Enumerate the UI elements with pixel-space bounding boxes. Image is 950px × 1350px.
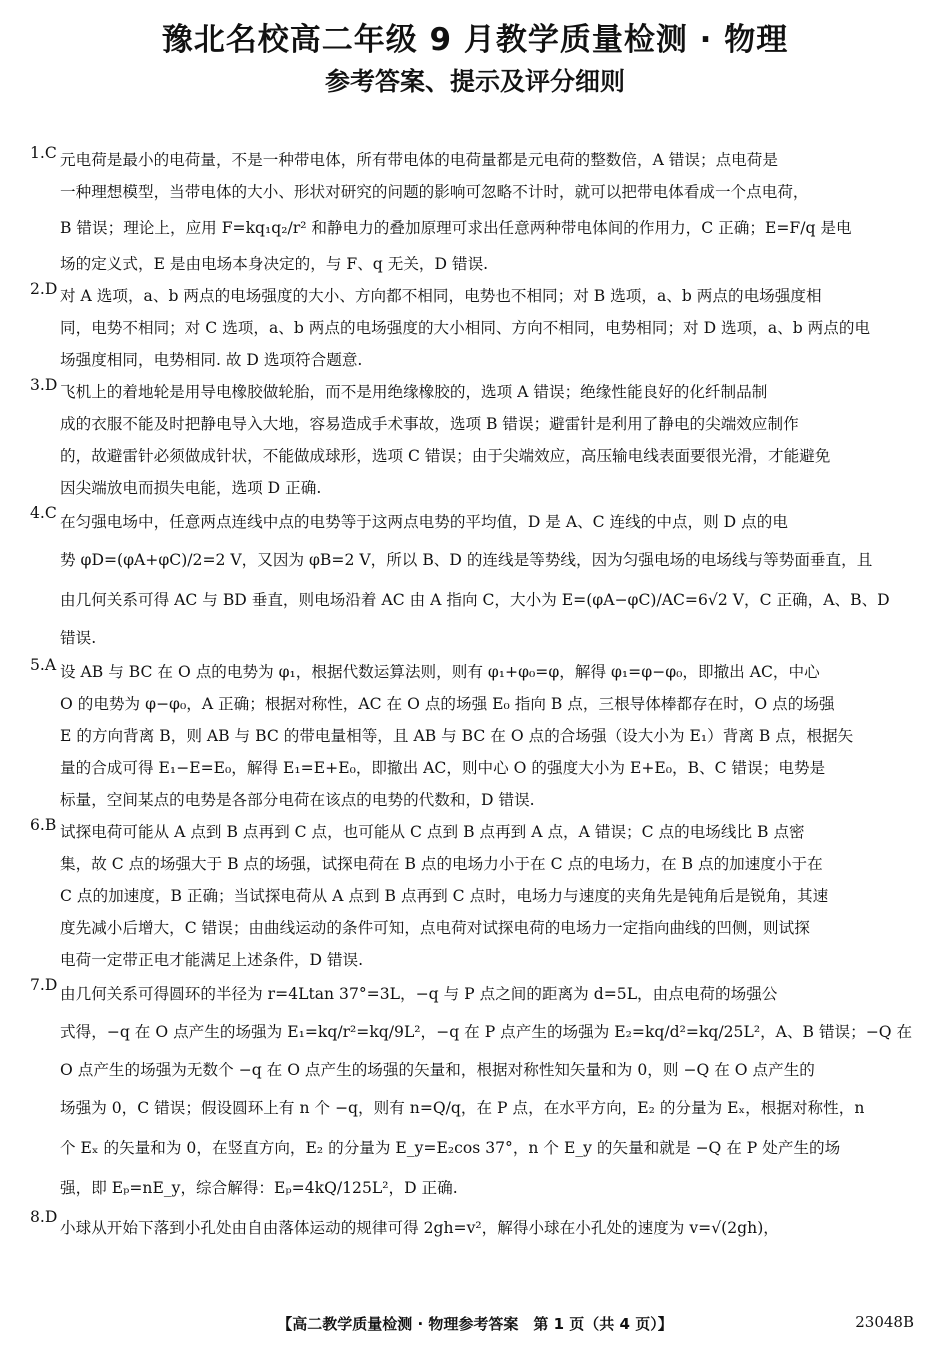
- answer-item-7: [30, 976, 918, 1208]
- answer-number: 3.D: [30, 376, 58, 394]
- answer-item-3: [30, 376, 918, 504]
- answer-line: 强，即 Eₚ=nE_y，综合解得：Eₚ=4kQ/125L²，D 正确.: [60, 1179, 458, 1197]
- answer-item-2: [30, 280, 918, 376]
- answer-line: 个 Eₓ 的矢量和为 0，在竖直方向，E₂ 的分量为 E_y=E₂cos 37°，n 个 E_y 的矢量和就是 −Q 在 P 处产生的场: [60, 1139, 841, 1157]
- footer-doc-code: 23048B: [855, 1313, 914, 1331]
- answer-number: 7.D: [30, 976, 58, 994]
- answer-number: 8.D: [30, 1208, 58, 1226]
- answer-line: 小球从开始下落到小孔处由自由落体运动的规律可得 2gh=v²，解得小球在小孔处的速度为 v=√(2gh)，: [60, 1219, 779, 1237]
- page-title: 豫北名校高二年级 9 月教学质量检测 · 物理: [161, 22, 789, 58]
- answer-line: 的，故避雷针必须做成针状，不能做成球形，选项 C 错误；由于尖端效应，高压输电线表面要很光滑，才能避免: [60, 447, 831, 465]
- answer-line: 同，电势不相同；对 C 选项，a、b 两点的电场强度的大小相同、方向不相同，电势相同；对 D 选项，a、b 两点的电: [60, 319, 871, 337]
- answer-line: 因尖端放电而损失电能，选项 D 正确.: [60, 479, 322, 497]
- answer-line: 度先减小后增大，C 错误；由曲线运动的条件可知，点电荷对试探电荷的电场力一定指向曲线的凹侧，则试探: [60, 919, 810, 937]
- answer-line: 由几何关系可得圆环的半径为 r=4Ltan 37°=3L，−q 与 P 点之间的距离为 d=5L，由点电荷的场强公: [60, 985, 778, 1003]
- answer-number: 4.C: [30, 504, 57, 522]
- answer-line: 设 AB 与 BC 在 O 点的电势为 φ₁，根据代数运算法则，则有 φ₁+φ₀=φ，解得 φ₁=φ−φ₀，即撤出 AC，中心: [60, 663, 820, 681]
- answer-line: O 点产生的场强为无数个 −q 在 O 点产生的场强的矢量和，根据对称性知矢量和为 0，则 −Q 在 O 点产生的: [60, 1061, 815, 1079]
- answer-line: 错误.: [60, 629, 97, 647]
- answer-item-6: [30, 816, 918, 976]
- answer-line: B 错误；理论上，应用 F=kq₁q₂/r² 和静电力的叠加原理可求出任意两种带电体间的作用力，C 正确；E=F/q 是电: [60, 219, 852, 237]
- answer-item-1: [30, 144, 918, 280]
- answer-line: C 点的加速度，B 正确；当试探电荷从 A 点到 B 点再到 C 点时，电场力与速度的夹角先是钝角后是锐角，其速: [60, 887, 829, 905]
- answer-line: 量的合成可得 E₁−E=E₀，解得 E₁=E+E₀，即撤出 AC，则中心 O 的强度大小为 E+E₀，B、C 错误；电势是: [60, 759, 826, 777]
- answer-line: 场强度相同，电势相同. 故 D 选项符合题意.: [60, 351, 363, 369]
- answer-line: E 的方向背离 B，则 AB 与 BC 的带电量相等，且 AB 与 BC 在 O 点的合场强（设大小为 E₁）背离 B 点，根据矢: [60, 727, 854, 745]
- answer-line: 元电荷是最小的电荷量，不是一种带电体，所有带电体的电荷量都是元电荷的整数倍，A 错误；点电荷是: [60, 151, 778, 169]
- answer-line: 试探电荷可能从 A 点到 B 点再到 C 点，也可能从 C 点到 B 点再到 A 点，A 错误；C 点的电场线比 B 点密: [60, 823, 805, 841]
- answer-line: 式得，−q 在 O 点产生的场强为 E₁=kq/r²=kq/9L²，−q 在 P 点产生的场强为 E₂=kq/d²=kq/25L²，A、B 错误；−Q 在: [60, 1023, 913, 1041]
- answer-line: 由几何关系可得 AC 与 BD 垂直，则电场沿着 AC 由 A 指向 C，大小为 E=(φA−φC)/AC=6√2 V，C 正确，A、B、D: [60, 591, 890, 609]
- answer-line: 对 A 选项，a、b 两点的电场强度的大小、方向都不相同，电势也不相同；对 B 选项，a、b 两点的电场强度相: [60, 287, 822, 305]
- answer-list: [30, 144, 918, 1248]
- answer-line: O 的电势为 φ−φ₀，A 正确；根据对称性，AC 在 O 点的场强 E₀ 指向 B 点，三根导体棒都存在时，O 点的场强: [60, 695, 835, 713]
- answer-line: 飞机上的着地轮是用导电橡胶做轮胎，而不是用绝缘橡胶的，选项 A 错误；绝缘性能良好的化纤制品制: [60, 383, 768, 401]
- answer-line: 标量，空间某点的电势是各部分电荷在该点的电势的代数和，D 错误.: [60, 791, 535, 809]
- answer-line: 电荷一定带正电才能满足上述条件，D 错误.: [60, 951, 364, 969]
- answer-number: 6.B: [30, 816, 57, 834]
- answer-line: 场的定义式，E 是由电场本身决定的，与 F、q 无关，D 错误.: [60, 255, 489, 273]
- answer-line: 场强为 0，C 错误；假设圆环上有 n 个 −q，则有 n=Q/q，在 P 点，在水平方向，E₂ 的分量为 Eₓ，根据对称性，n: [60, 1099, 865, 1117]
- answer-number: 5.A: [30, 656, 57, 674]
- answer-line: 势 φD=(φA+φC)/2=2 V，又因为 φB=2 V，所以 B、D 的连线是等势线，因为匀强电场的电场线与等势面垂直，且: [60, 551, 873, 569]
- answer-line: 在匀强电场中，任意两点连线中点的电势等于这两点电势的平均值，D 是 A、C 连线的中点，则 D 点的电: [60, 513, 788, 531]
- answer-number: 1.C: [30, 144, 57, 162]
- answer-item-5: [30, 656, 918, 816]
- answer-item-8: [30, 1208, 918, 1248]
- answer-line: 成的衣服不能及时把静电导入大地，容易造成手术事故，选项 B 错误；避雷针是利用了静电的尖端效应制作: [60, 415, 799, 433]
- answer-number: 2.D: [30, 280, 58, 298]
- page-subtitle: 参考答案、提示及评分细则: [324, 67, 625, 96]
- answer-line: 一种理想模型，当带电体的大小、形状对研究的问题的影响可忽略不计时，就可以把带电体看成一个点电荷，: [60, 183, 809, 201]
- answer-line: 集，故 C 点的场强大于 B 点的场强，试探电荷在 B 点的电场力小于在 C 点的电场力，在 B 点的加速度小于在: [60, 855, 823, 873]
- answer-item-4: [30, 504, 918, 656]
- footer-page-info: 【高二教学质量检测 · 物理参考答案 第 1 页（共 4 页）】: [277, 1315, 673, 1333]
